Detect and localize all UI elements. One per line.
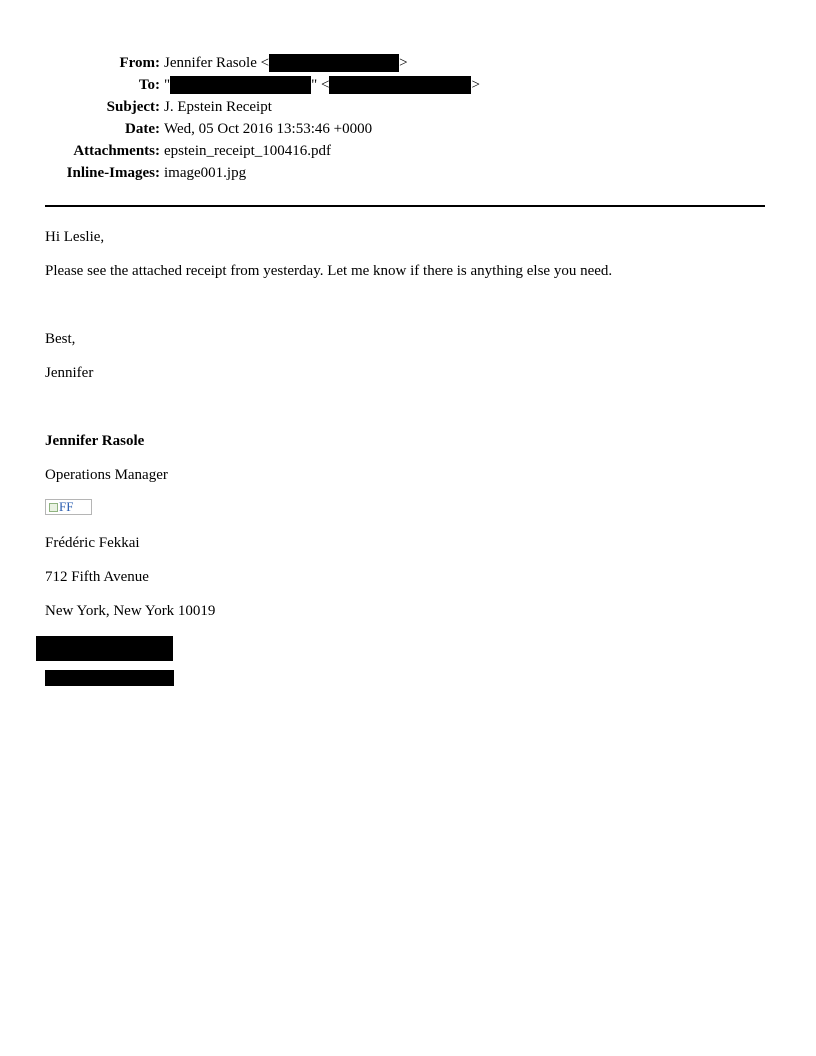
header-row-attachments bbox=[0, 141, 816, 163]
from-bracket-close: > bbox=[399, 55, 408, 71]
to-bracket-close: > bbox=[471, 77, 480, 93]
broken-image-icon[interactable] bbox=[45, 499, 92, 515]
sender-first-name: Jennifer bbox=[45, 365, 94, 381]
attachment-link[interactable]: epstein_receipt_100416.pdf bbox=[164, 143, 332, 159]
header-row-inline-images bbox=[0, 163, 816, 185]
signature-name: Jennifer Rasole bbox=[45, 433, 145, 449]
from-name: Jennifer Rasole < bbox=[164, 55, 270, 71]
to-value bbox=[164, 75, 480, 95]
header-row-to bbox=[0, 75, 816, 97]
subject-label: Subject: bbox=[106, 99, 160, 115]
signature-address-line1: 712 Fifth Avenue bbox=[45, 569, 149, 585]
redaction-block bbox=[170, 76, 311, 94]
image-placeholder-icon bbox=[49, 503, 58, 512]
signature-company: Frédéric Fekkai bbox=[45, 535, 140, 551]
date-value: Wed, 05 Oct 2016 13:53:46 +0000 bbox=[164, 121, 373, 137]
greeting: Hi Leslie, bbox=[45, 229, 105, 245]
header-divider bbox=[45, 205, 765, 207]
redaction-block bbox=[269, 54, 399, 72]
to-quote-open: " bbox=[164, 77, 171, 93]
date-label: Date: bbox=[125, 121, 160, 137]
attachments-label: Attachments: bbox=[73, 143, 160, 159]
redaction-block bbox=[329, 76, 471, 94]
redaction-block bbox=[45, 670, 174, 686]
to-label: To: bbox=[138, 77, 160, 93]
subject-value: J. Epstein Receipt bbox=[164, 99, 272, 115]
image-alt-text: FF bbox=[59, 499, 74, 514]
inline-images-label: Inline-Images: bbox=[66, 165, 160, 181]
header-row-subject bbox=[0, 97, 816, 119]
email-headers bbox=[0, 53, 816, 185]
from-label: From: bbox=[119, 55, 160, 71]
from-value bbox=[164, 53, 408, 73]
header-row-date bbox=[0, 119, 816, 141]
closing: Best, bbox=[45, 331, 76, 347]
to-quote-close: " < bbox=[311, 77, 330, 93]
message-text: Please see the attached receipt from yesterday. Let me know if there is anything else you need. bbox=[45, 263, 613, 279]
signature-title: Operations Manager bbox=[45, 467, 168, 483]
signature-address-line2: New York, New York 10019 bbox=[45, 603, 216, 619]
redaction-block bbox=[36, 636, 173, 661]
header-row-from bbox=[0, 53, 816, 75]
inline-image-link[interactable]: image001.jpg bbox=[164, 165, 247, 181]
